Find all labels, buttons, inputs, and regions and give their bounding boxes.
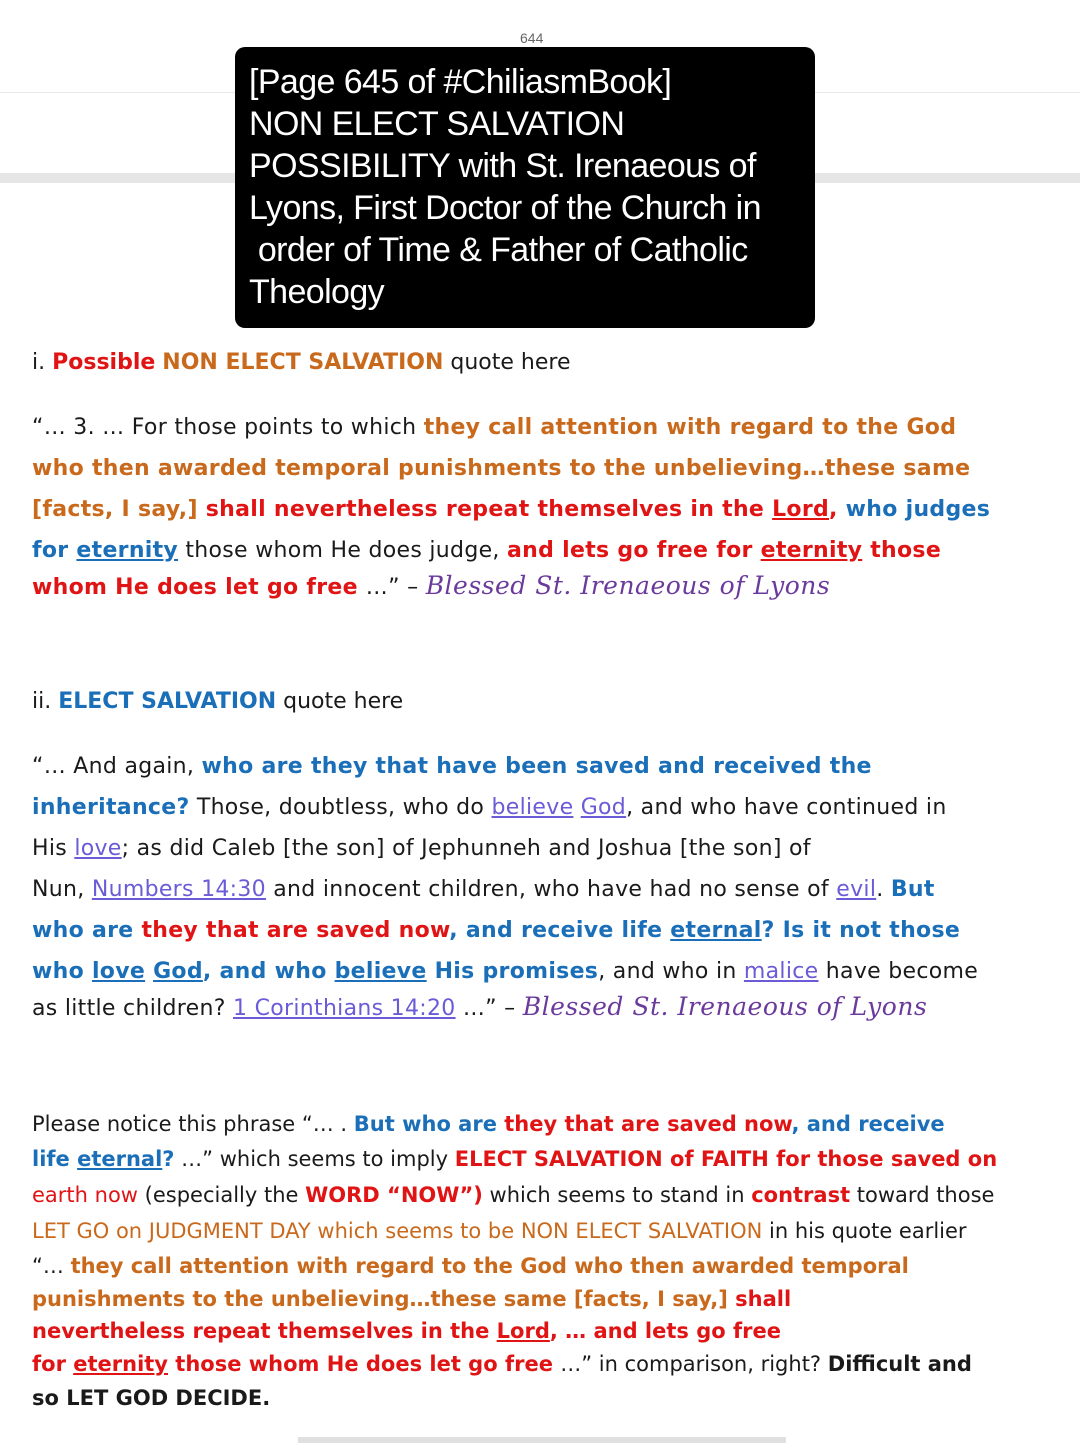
para-text: …” in comparison, right? xyxy=(560,1352,828,1376)
quote-text: , xyxy=(829,497,846,522)
para-text: But who are xyxy=(353,1112,505,1136)
section-suffix: quote here xyxy=(276,689,404,714)
quote-text: Those, doubtless, who do xyxy=(189,795,492,820)
quote-text xyxy=(573,795,580,820)
evil-link[interactable]: evil xyxy=(836,877,877,902)
signature: Blessed St. Irenaeous of Lyons xyxy=(425,571,831,600)
believe-link[interactable]: believe xyxy=(491,795,574,820)
title-line: [Page 645 of #ChiliasmBook] xyxy=(249,63,672,101)
page-number: 644 xyxy=(520,30,544,46)
quote-elect xyxy=(32,746,1062,1022)
eternity-link[interactable]: eternity xyxy=(76,538,179,563)
quote-text: …” – xyxy=(455,996,523,1021)
quote-text: as little children? xyxy=(32,996,233,1021)
para-text: ELECT SALVATION of FAITH for those saved on xyxy=(454,1147,998,1171)
believe-link[interactable]: believe xyxy=(334,959,427,984)
quote-non-elect xyxy=(32,407,1062,601)
para-text: , … and lets go free xyxy=(549,1319,781,1343)
section-heading-elect xyxy=(32,689,403,714)
para-text: LET GO on JUDGMENT DAY which seems to be NON ELECT SALVATION xyxy=(32,1219,763,1243)
quote-text: His xyxy=(32,836,75,861)
title-line: NON ELECT SALVATION xyxy=(249,105,625,143)
para-text: they call attention with regard to the God who then awarded temporal xyxy=(70,1254,909,1278)
quote-text: those xyxy=(862,538,942,563)
commentary-paragraph xyxy=(32,1107,1062,1415)
quote-text: and lets go free for xyxy=(507,538,761,563)
para-text: contrast xyxy=(751,1183,851,1207)
quote-text: they that are saved now xyxy=(141,918,450,943)
quote-text: , and who in xyxy=(598,959,744,984)
quote-text: they call attention with regard to the God xyxy=(423,415,957,440)
para-text: toward those xyxy=(850,1183,995,1207)
para-text: in his quote earlier xyxy=(762,1219,967,1243)
para-text: for xyxy=(32,1352,74,1376)
para-text: so LET GOD DECIDE. xyxy=(32,1386,271,1410)
quote-text: who judges xyxy=(845,497,991,522)
quote-text: …” – xyxy=(365,575,426,600)
quote-text: for xyxy=(32,538,77,563)
quote-text: , and who xyxy=(202,959,335,984)
eternal-link[interactable]: eternal xyxy=(77,1147,163,1171)
para-text: …” which seems to imply xyxy=(174,1147,455,1171)
quote-text: ? Is it not those xyxy=(761,918,961,943)
para-text: Please notice this phrase “… . xyxy=(32,1112,354,1136)
para-text: which seems to stand in xyxy=(482,1183,752,1207)
quote-text: whom He does let go free xyxy=(32,575,366,600)
quote-text: have become xyxy=(818,959,979,984)
quote-text: But xyxy=(890,877,935,902)
corinthians-link[interactable]: 1 Corinthians 14:20 xyxy=(233,996,456,1021)
para-text: “… xyxy=(32,1254,71,1278)
quote-text: those whom He does judge, xyxy=(178,538,508,563)
para-text: those whom He does let go free xyxy=(168,1352,561,1376)
quote-text: shall nevertheless repeat themselves in the xyxy=(205,497,773,522)
para-text: Difficult and xyxy=(827,1352,972,1376)
title-line: order of Time & Father of Catholic xyxy=(249,231,748,269)
god-link[interactable]: God xyxy=(580,795,627,820)
quote-text: Nun, xyxy=(32,877,92,902)
para-text: (especially the xyxy=(137,1183,306,1207)
quote-text: “… 3. … For those points to which xyxy=(32,415,424,440)
love-link[interactable]: love xyxy=(91,959,146,984)
bottom-scroll-indicator xyxy=(298,1437,786,1443)
quote-text: who then awarded temporal punishments to the unbelieving…these same xyxy=(32,456,971,481)
god-link[interactable]: God xyxy=(153,959,203,984)
quote-text: who xyxy=(32,959,92,984)
section-heading-non-elect xyxy=(32,350,570,375)
quote-text: , and receive life xyxy=(449,918,671,943)
numbers-14-30-link[interactable]: Numbers 14:30 xyxy=(91,877,266,902)
quote-text: His promises xyxy=(426,959,599,984)
quote-text xyxy=(145,959,153,984)
para-text: shall xyxy=(735,1287,792,1311)
title-line: Lyons, First Doctor of the Church in xyxy=(249,189,761,227)
lord-link[interactable]: Lord xyxy=(772,497,830,522)
possible-label: Possible xyxy=(52,350,156,375)
quote-text: who are they that have been saved and received the xyxy=(201,754,872,779)
quote-text: [facts, I say,] xyxy=(32,497,206,522)
malice-link[interactable]: malice xyxy=(743,959,819,984)
title-line: Theology xyxy=(249,273,385,311)
para-text: , and receive xyxy=(791,1112,945,1136)
quote-text: who are xyxy=(32,918,142,943)
quote-text: “… And again, xyxy=(32,754,202,779)
eternity-link[interactable]: eternity xyxy=(73,1352,168,1376)
section-suffix: quote here xyxy=(443,350,571,375)
para-text: they that are saved now xyxy=(504,1112,792,1136)
quote-text: , and who have continued in xyxy=(626,795,947,820)
para-text: earth now xyxy=(32,1183,138,1207)
section-prefix: i. xyxy=(32,350,53,375)
para-text: life xyxy=(32,1147,78,1171)
non-elect-label: NON ELECT SALVATION xyxy=(162,350,444,375)
para-text: nevertheless repeat themselves in the xyxy=(32,1319,497,1343)
title-banner xyxy=(235,47,815,328)
para-text: WORD “NOW”) xyxy=(305,1183,483,1207)
elect-label: ELECT SALVATION xyxy=(58,689,277,714)
quote-text: and innocent children, who have had no sense of xyxy=(265,877,837,902)
section-prefix: ii. xyxy=(32,689,59,714)
lord-link[interactable]: Lord xyxy=(496,1319,550,1343)
signature: Blessed St. Irenaeous of Lyons xyxy=(522,992,928,1021)
para-text: punishments to the unbelieving…these same [facts, I say,] xyxy=(32,1287,736,1311)
para-text: ? xyxy=(162,1147,175,1171)
eternity-link[interactable]: eternity xyxy=(760,538,863,563)
love-link[interactable]: love xyxy=(74,836,122,861)
eternal-link[interactable]: eternal xyxy=(670,918,762,943)
quote-text: inheritance? xyxy=(32,795,190,820)
quote-text: ; as did Caleb [the son] of Jephunneh and Joshua [the son] of xyxy=(121,836,811,861)
quote-text: . xyxy=(876,877,891,902)
title-line: POSSIBILITY with St. Irenaeous of xyxy=(249,147,756,185)
